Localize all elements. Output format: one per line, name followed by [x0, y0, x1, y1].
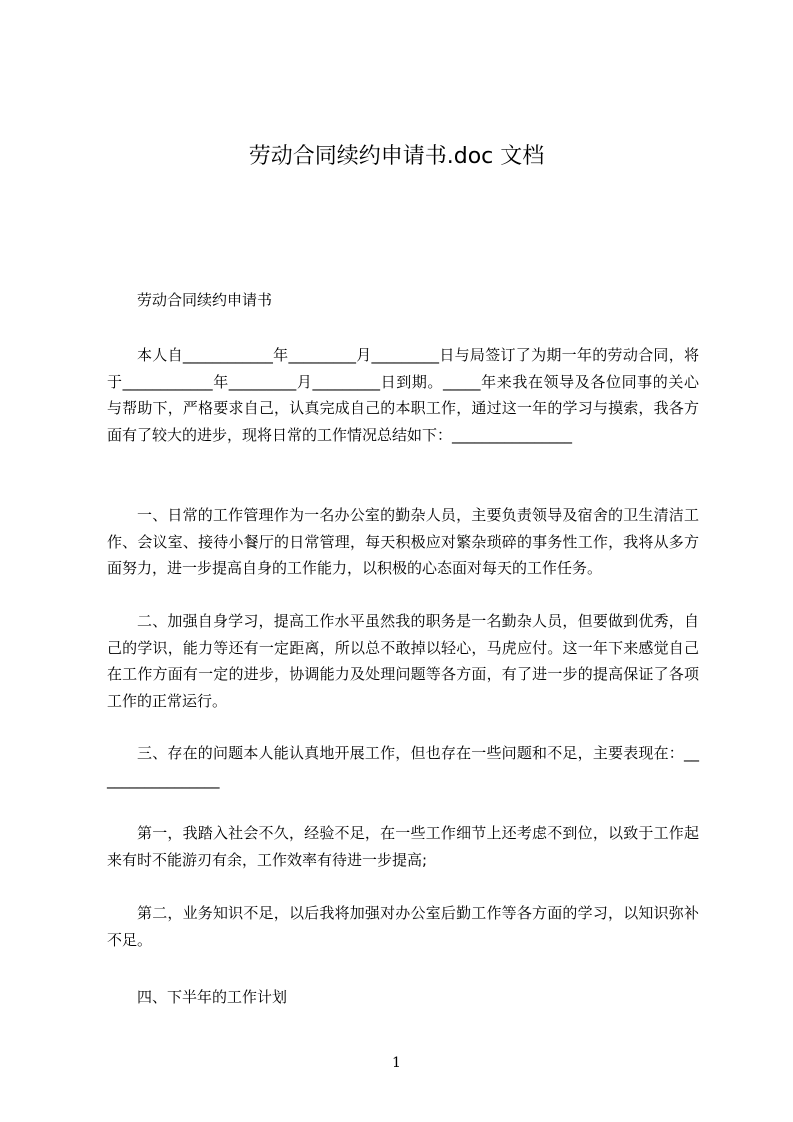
section-4-heading: 四、下半年的工作计划	[137, 988, 288, 1006]
section-3-paragraph: 三、存在的问题本人能认真地开展工作，但也存在一些问题和不足，主要表现在：_________________	[107, 744, 699, 789]
intro-paragraph: 本人自____________年_________月_________日与局签订了为期一年的劳动合同，将于____________年_________月_________日到期。_____年来我在领导及各位同事的关心与帮助下，严格要求自己，认真完成自己的本职工作，通过这一年的学习与摸索，我各方面有了较大的进步，现将日常的工作情况总结如下：________________	[107, 346, 699, 444]
section-2-paragraph: 二、加强自身学习，提高工作水平虽然我的职务是一名勤杂人员，但要做到优秀，自己的学识，能力等还有一定距离，所以总不敢掉以轻心，马虎应付。这一年下来感觉自己在工作方面有一定的进步，协调能力及处理问题等各方面，有了进一步的提高保证了各项工作的正常运行。	[107, 612, 699, 710]
document-title: 劳动合同续约申请书.doc 文档	[248, 144, 545, 169]
point-1-paragraph: 第一，我踏入社会不久，经验不足，在一些工作细节上还考虑不到位，以致于工作起来有时不能游刃有余，工作效率有待进一步提高;	[107, 824, 699, 869]
document-subtitle: 劳动合同续约申请书	[137, 291, 273, 309]
section-1-paragraph: 一、日常的工作管理作为一名办公室的勤杂人员，主要负责领导及宿舍的卫生清洁工作、会议室、接待小餐厅的日常管理，每天积极应对繁杂琐碎的事务性工作，我将从多方面努力，进一步提高自身的工作能力，以积极的心态面对每天的工作任务。	[107, 506, 699, 577]
page-number: 1	[392, 1055, 401, 1071]
point-2-paragraph: 第二，业务知识不足，以后我将加强对办公室后勤工作等各方面的学习，以知识弥补不足。	[107, 904, 699, 949]
